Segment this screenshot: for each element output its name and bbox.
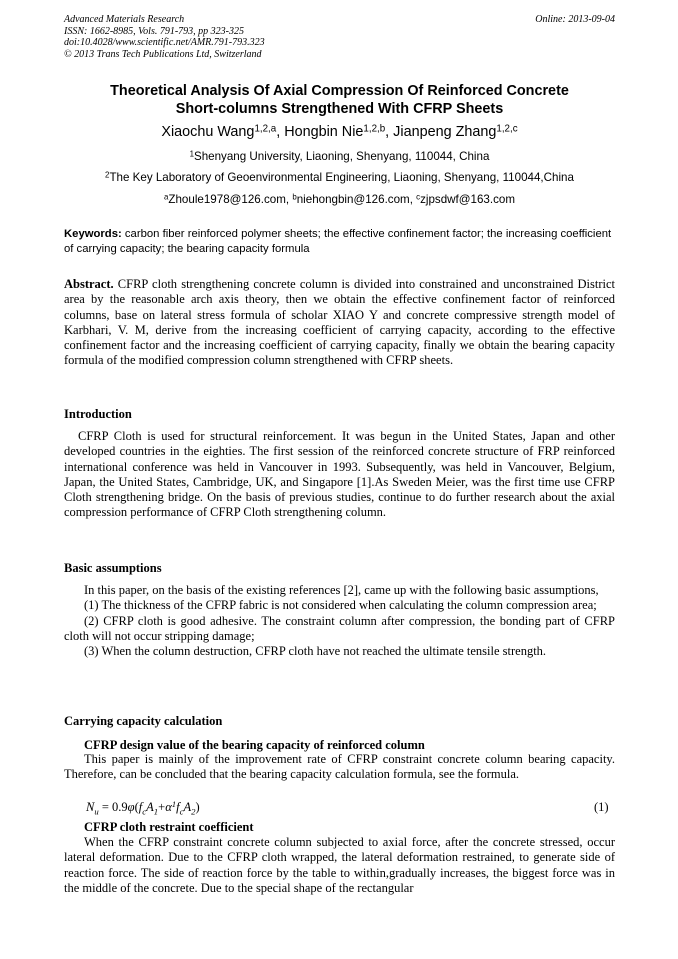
author-name: Jianpeng Zhang bbox=[393, 124, 497, 140]
restraint-coefficient-paragraph: When the CFRP constraint concrete column subjected to axial force, after the concrete stressed, occur lateral deformation. Due to the CFRP cloth wrapped, the lateral deformation restrained, to generate side of reaction force. The side of reaction force by the table to within,gradually increases, the biggest force was in the middle of the concrete. Due to the special shape of the rectangular bbox=[64, 835, 615, 895]
journal-name: Advanced Materials Research bbox=[64, 14, 185, 25]
assumption-item: (1) The thickness of the CFRP fabric is not considered when calculating the column compression area; bbox=[84, 598, 597, 613]
basic-assumptions-body bbox=[64, 583, 615, 659]
assumptions-intro: In this paper, on the basis of the existing references [2], came up with the following basic assumptions, bbox=[84, 583, 599, 597]
abstract-block bbox=[64, 277, 615, 369]
abstract-text: CFRP cloth strengthening concrete column is divided into constrained and unconstrained District area by the reasonable arch axis theory, then we obtain the effective confinement factor of reinforced columns, base on lateral stress formula of scholar XIAO Y and concrete compressive strength model of Karbhari, V. M, derive from the increasing coefficient of carrying capacity, according to the effective confinement factor and the increasing coefficient of carrying capacity, finally we obtain the bearing capacity formula of the modified compression column strengthened with CFRP sheets. bbox=[64, 277, 615, 368]
equation-1: $N_u = 0.9\varphi(f_cA_1+\alpha^1f_cA_2)$ bbox=[86, 799, 200, 817]
author-emails bbox=[64, 193, 615, 207]
affiliation-text: The Key Laboratory of Geoenvironmental Engineering, Liaoning, Shenyang, 110044,China bbox=[109, 171, 574, 184]
issn-line: ISSN: 1662-8985, Vols. 791-793, pp 323-325 bbox=[64, 25, 244, 37]
equation-number: (1) bbox=[594, 800, 609, 814]
section-heading-carrying-capacity: Carrying capacity calculation bbox=[64, 714, 223, 728]
abstract-label: Abstract. bbox=[64, 277, 114, 291]
affiliation-marker: 1 bbox=[189, 149, 194, 159]
affiliation-text: Shenyang University, Liaoning, Shenyang, 110044, China bbox=[193, 150, 490, 163]
subheading-restraint-coefficient: CFRP cloth restraint coefficient bbox=[84, 820, 254, 834]
author-affiliation-marker: 1,2,b bbox=[363, 123, 386, 135]
title-line-2: Short-columns Strengthened With CFRP Sheets bbox=[175, 101, 504, 117]
email-marker: b bbox=[292, 192, 297, 202]
introduction-paragraph: CFRP Cloth is used for structural reinforcement. It was begun in the United States, Japan and other developed countries in the eighties. The first session of the reinforced concrete structure of FRP reinforced international conference was held in Vancouver in 1993. Subsequently, was held in Vancouver, Belgium, Japan, the United States, Cambridge, UK, and Singapore [1].As Sweden Meier, was the first time use CFRP Cloth strengthening bridge. On the basis of previous studies, continue to do further research about the axial compression performance of CFRP Cloth strengthening column. bbox=[64, 429, 615, 520]
online-date: Online: 2013-09-04 bbox=[535, 14, 615, 25]
affiliation-marker: 2 bbox=[105, 170, 110, 180]
assumption-item: (2) CFRP cloth is good adhesive. The constraint column after compression, the bonding part of CFRP cloth will not occur stripping damage; bbox=[64, 613, 615, 643]
keywords-block bbox=[64, 227, 615, 256]
keywords-text: carbon fiber reinforced polymer sheets; the effective confinement factor; the increasing coefficient of carrying capacity; the bearing capacity formula bbox=[64, 228, 612, 255]
assumption-item: (3) When the column destruction, CFRP cloth have not reached the ultimate tensile strength. bbox=[84, 644, 547, 659]
author-name: Xiaochu Wang bbox=[161, 124, 255, 140]
section-heading-introduction: Introduction bbox=[64, 407, 132, 421]
author-list: Xiaochu Wang$^{1,2,a}$, Hongbin Nie$^{1,2,b}$, Jianpeng Zhang$^{1,2,c}$ bbox=[161, 123, 518, 140]
author-affiliation-marker: 1,2,a bbox=[254, 123, 277, 135]
email-marker: c bbox=[416, 192, 421, 202]
affiliation-1 bbox=[64, 150, 615, 164]
title-line-1: Theoretical Analysis Of Axial Compression Of Reinforced Concrete bbox=[110, 83, 569, 99]
affiliation-2 bbox=[64, 171, 615, 185]
design-value-paragraph: This paper is mainly of the improvement rate of CFRP constraint concrete column bearing capacity. Therefore, can be concluded that the bearing capacity calculation formula, see the formula. bbox=[64, 752, 615, 782]
subheading-design-value: CFRP design value of the bearing capacity of reinforced column bbox=[84, 738, 425, 752]
section-heading-basic-assumptions: Basic assumptions bbox=[64, 561, 162, 575]
copyright-line: © 2013 Trans Tech Publications Ltd, Switzerland bbox=[64, 48, 262, 60]
journal-info bbox=[64, 14, 615, 60]
email-link[interactable]: zjpsdwf@163.com bbox=[420, 193, 515, 206]
email-link[interactable]: Zhoule1978@126.com, bbox=[168, 193, 293, 206]
email-marker: a bbox=[164, 192, 169, 202]
author-affiliation-marker: 1,2,c bbox=[496, 123, 518, 135]
running-header bbox=[64, 14, 615, 60]
doi-line: doi:10.4028/www.scientific.net/AMR.791-793.323 bbox=[64, 37, 265, 48]
email-link[interactable]: niehongbin@126.com, bbox=[296, 193, 417, 206]
paper-title bbox=[64, 82, 615, 118]
author-name: Hongbin Nie bbox=[284, 124, 364, 140]
keywords-label: Keywords: bbox=[64, 228, 122, 240]
